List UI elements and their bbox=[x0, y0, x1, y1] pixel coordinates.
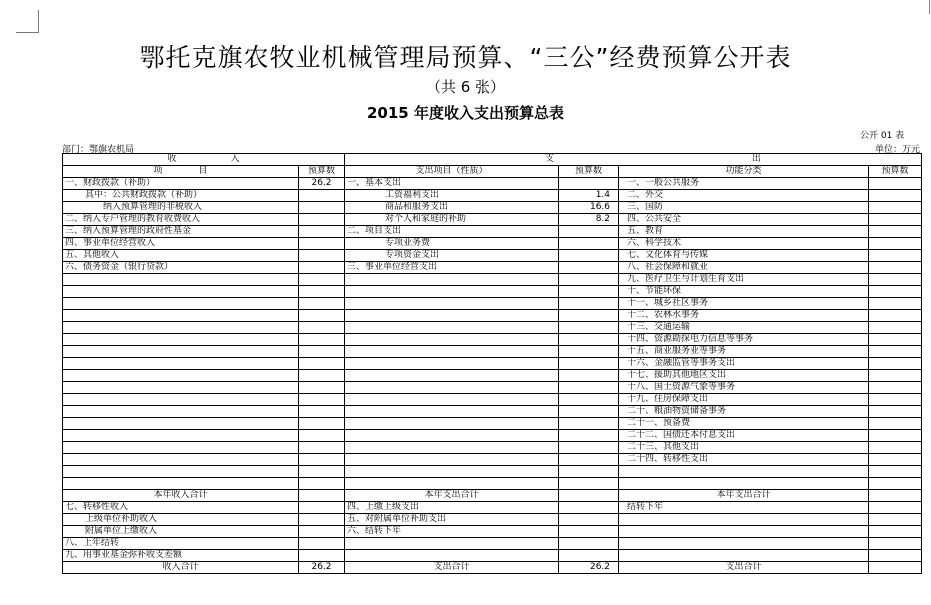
income-value-cell bbox=[299, 202, 345, 214]
income-value-cell bbox=[299, 382, 345, 394]
function-item-cell: 十二、农林水事务 bbox=[619, 310, 869, 322]
income-value-cell bbox=[299, 478, 345, 490]
transfer-income-cell: 上级单位补助收入 bbox=[63, 514, 299, 526]
transfer-expense-cell: 六、结转下年 bbox=[345, 526, 559, 538]
expense-value-cell bbox=[559, 274, 619, 286]
expense-item-cell bbox=[345, 442, 559, 454]
income-value-cell bbox=[299, 430, 345, 442]
expense-value-cell bbox=[559, 370, 619, 382]
expense-value-cell bbox=[559, 358, 619, 370]
transfer-row bbox=[63, 550, 922, 562]
function-item-cell: 十四、资源勘探电力信息等事务 bbox=[619, 334, 869, 346]
expense-year-total-label: 本年支出合计 bbox=[345, 490, 559, 502]
transfer-expense-value bbox=[559, 502, 619, 514]
income-value-cell bbox=[299, 274, 345, 286]
expense-value-cell bbox=[559, 382, 619, 394]
expense-item-cell: 商品和服务支出 bbox=[345, 202, 559, 214]
grand-total-row bbox=[63, 562, 922, 574]
transfer-income-cell: 九、用事业基金弥补收支差额 bbox=[63, 550, 299, 562]
expense-value-cell: 8.2 bbox=[559, 214, 619, 226]
table-row bbox=[63, 250, 922, 262]
budget-table bbox=[62, 153, 922, 574]
document-title: 鄂托克旗农牧业机械管理局预算、“三公”经费预算公开表 bbox=[139, 43, 792, 72]
income-value-cell bbox=[299, 418, 345, 430]
function-value-cell bbox=[869, 298, 922, 310]
expense-value-cell bbox=[559, 262, 619, 274]
income-item-cell bbox=[63, 310, 299, 322]
income-item-cell bbox=[63, 442, 299, 454]
income-value-cell bbox=[299, 370, 345, 382]
document-subtitle: （共 6 张） bbox=[425, 78, 506, 96]
expense-year-total-value bbox=[559, 490, 619, 502]
income-value-cell bbox=[299, 358, 345, 370]
transfer-expense-value bbox=[559, 550, 619, 562]
expense-value-cell bbox=[559, 238, 619, 250]
function-value-cell bbox=[869, 358, 922, 370]
function-value-cell bbox=[869, 442, 922, 454]
function-item-cell: 八、社会保障和就业 bbox=[619, 262, 869, 274]
transfer-function-cell bbox=[619, 526, 869, 538]
table-row bbox=[63, 262, 922, 274]
transfer-function-value bbox=[869, 514, 922, 526]
expense-item-cell: 对个人和家庭的补助 bbox=[345, 214, 559, 226]
income-item-cell bbox=[63, 334, 299, 346]
page-corner-mark bbox=[16, 10, 39, 33]
transfer-income-value bbox=[299, 526, 345, 538]
function-item-cell: 十六、金融监管等事务支出 bbox=[619, 358, 869, 370]
income-item-cell bbox=[63, 418, 299, 430]
income-value-cell bbox=[299, 334, 345, 346]
function-value-cell bbox=[869, 346, 922, 358]
income-item-cell bbox=[63, 454, 299, 466]
expense-item-cell bbox=[345, 394, 559, 406]
function-year-total-value bbox=[869, 490, 922, 502]
function-value-cell bbox=[869, 454, 922, 466]
function-item-cell: 十七、援助其他地区支出 bbox=[619, 370, 869, 382]
function-value-cell bbox=[869, 466, 922, 478]
expense-item-cell bbox=[345, 358, 559, 370]
expense-header-left: 支 bbox=[545, 154, 555, 164]
function-value-cell bbox=[869, 406, 922, 418]
function-value-cell bbox=[869, 274, 922, 286]
income-item-cell: 四、事业单位经营收入 bbox=[63, 238, 299, 250]
expense-value-cell: 16.6 bbox=[559, 202, 619, 214]
department-label: 部门：鄂旗农机局 bbox=[62, 145, 135, 155]
expense-total-label: 支出合计 bbox=[345, 562, 559, 574]
function-total-label: 支出合计 bbox=[619, 562, 869, 574]
expense-item-cell: 专项资金支出 bbox=[345, 250, 559, 262]
transfer-function-value bbox=[869, 502, 922, 514]
function-budget-header: 预算数 bbox=[869, 166, 922, 178]
function-item-cell: 二十三、其他支出 bbox=[619, 442, 869, 454]
transfer-income-value bbox=[299, 502, 345, 514]
income-item-cell bbox=[63, 286, 299, 298]
header-row-1 bbox=[63, 154, 922, 166]
table-row bbox=[63, 214, 922, 226]
expense-value-cell bbox=[559, 310, 619, 322]
expense-item-cell bbox=[345, 286, 559, 298]
income-item-cell: 其中：公共财政拨款（补助） bbox=[63, 190, 299, 202]
function-value-cell bbox=[869, 202, 922, 214]
function-item-cell: 十五、商业服务业等事务 bbox=[619, 346, 869, 358]
income-value-cell bbox=[299, 250, 345, 262]
table-row bbox=[63, 418, 922, 430]
function-value-cell bbox=[869, 190, 922, 202]
page-edge-mark bbox=[929, 0, 930, 14]
expense-item-cell bbox=[345, 298, 559, 310]
transfer-income-cell: 附属单位上缴收入 bbox=[63, 526, 299, 538]
expense-value-cell bbox=[559, 226, 619, 238]
transfer-function-cell bbox=[619, 514, 869, 526]
table-row bbox=[63, 358, 922, 370]
table-row bbox=[63, 238, 922, 250]
income-item-cell: 二、纳入专户管理的教育收费收入 bbox=[63, 214, 299, 226]
income-value-cell bbox=[299, 466, 345, 478]
table-row bbox=[63, 202, 922, 214]
function-item-cell: 三、国防 bbox=[619, 202, 869, 214]
table-title: 2015 年度收入支出预算总表 bbox=[367, 104, 564, 122]
function-item-cell: 四、公共安全 bbox=[619, 214, 869, 226]
table-row bbox=[63, 226, 922, 238]
income-value-cell: 26.2 bbox=[299, 178, 345, 190]
income-item-cell bbox=[63, 298, 299, 310]
income-item-cell bbox=[63, 406, 299, 418]
income-item-cell bbox=[63, 358, 299, 370]
income-value-cell bbox=[299, 190, 345, 202]
table-row bbox=[63, 430, 922, 442]
expense-item-cell bbox=[345, 466, 559, 478]
function-item-cell: 一、一般公共服务 bbox=[619, 178, 869, 190]
transfer-expense-value bbox=[559, 526, 619, 538]
function-item-cell: 二十二、国债还本付息支出 bbox=[619, 430, 869, 442]
expense-header bbox=[345, 154, 922, 166]
item-header: 项 目 bbox=[63, 166, 299, 178]
transfer-function-cell bbox=[619, 550, 869, 562]
transfer-expense-cell bbox=[345, 550, 559, 562]
transfer-function-value bbox=[869, 538, 922, 550]
table-row bbox=[63, 322, 922, 334]
expense-item-cell bbox=[345, 382, 559, 394]
expense-item-header: 支出项目（性质） bbox=[345, 166, 559, 178]
transfer-row bbox=[63, 526, 922, 538]
income-item-cell bbox=[63, 370, 299, 382]
function-year-total-label: 本年支出合计 bbox=[619, 490, 869, 502]
table-row bbox=[63, 298, 922, 310]
expense-value-cell bbox=[559, 178, 619, 190]
function-item-cell: 二、外交 bbox=[619, 190, 869, 202]
income-item-cell: 纳入预算管理的非税收入 bbox=[63, 202, 299, 214]
expense-value-cell bbox=[559, 478, 619, 490]
transfer-expense-cell: 五、对附属单位补助支出 bbox=[345, 514, 559, 526]
function-item-cell bbox=[619, 478, 869, 490]
function-value-cell bbox=[869, 382, 922, 394]
transfer-row bbox=[63, 502, 922, 514]
table-row bbox=[63, 466, 922, 478]
function-item-cell: 五、教育 bbox=[619, 226, 869, 238]
income-item-cell: 三、纳入预算管理的政府性基金 bbox=[63, 226, 299, 238]
function-item-cell: 二十一、预备费 bbox=[619, 418, 869, 430]
function-item-cell: 十三、交通运输 bbox=[619, 322, 869, 334]
function-value-cell bbox=[869, 394, 922, 406]
expense-item-cell bbox=[345, 430, 559, 442]
expense-item-cell bbox=[345, 346, 559, 358]
table-row bbox=[63, 370, 922, 382]
transfer-row bbox=[63, 538, 922, 550]
transfer-income-cell: 八、上年结转 bbox=[63, 538, 299, 550]
transfer-income-value bbox=[299, 538, 345, 550]
income-year-total-value bbox=[299, 490, 345, 502]
transfer-function-value bbox=[869, 526, 922, 538]
transfer-expense-cell bbox=[345, 538, 559, 550]
transfer-income-value bbox=[299, 514, 345, 526]
expense-budget-header: 预算数 bbox=[559, 166, 619, 178]
transfer-function-cell: 结转下年 bbox=[619, 502, 869, 514]
income-value-cell bbox=[299, 442, 345, 454]
function-value-cell bbox=[869, 418, 922, 430]
expense-item-cell bbox=[345, 274, 559, 286]
income-item-cell bbox=[63, 478, 299, 490]
transfer-function-value bbox=[869, 550, 922, 562]
function-item-cell: 十九、住房保障支出 bbox=[619, 394, 869, 406]
expense-value-cell bbox=[559, 406, 619, 418]
function-value-cell bbox=[869, 430, 922, 442]
transfer-function-cell bbox=[619, 538, 869, 550]
expense-item-cell: 专项业务费 bbox=[345, 238, 559, 250]
table-row bbox=[63, 346, 922, 358]
expense-item-cell: 三、事业单位经营支出 bbox=[345, 262, 559, 274]
expense-total-value: 26.2 bbox=[559, 562, 619, 574]
expense-item-cell bbox=[345, 370, 559, 382]
income-value-cell bbox=[299, 262, 345, 274]
income-item-cell bbox=[63, 430, 299, 442]
transfer-expense-value bbox=[559, 514, 619, 526]
function-item-cell bbox=[619, 466, 869, 478]
expense-value-cell bbox=[559, 442, 619, 454]
table-row bbox=[63, 382, 922, 394]
function-total-value bbox=[869, 562, 922, 574]
expense-item-cell bbox=[345, 478, 559, 490]
income-item-cell: 一、财政拨款（补助） bbox=[63, 178, 299, 190]
function-value-cell bbox=[869, 370, 922, 382]
income-item-cell bbox=[63, 322, 299, 334]
function-item-cell: 二十、粮油物资储备事务 bbox=[619, 406, 869, 418]
transfer-expense-cell: 四、上缴上级支出 bbox=[345, 502, 559, 514]
expense-item-cell bbox=[345, 406, 559, 418]
income-value-cell bbox=[299, 406, 345, 418]
function-class-header: 功能分类 bbox=[619, 166, 869, 178]
income-value-cell bbox=[299, 214, 345, 226]
expense-value-cell bbox=[559, 322, 619, 334]
income-total-value: 26.2 bbox=[299, 562, 345, 574]
expense-value-cell bbox=[559, 394, 619, 406]
function-value-cell bbox=[869, 214, 922, 226]
transfer-income-cell: 七、转移性收入 bbox=[63, 502, 299, 514]
table-row bbox=[63, 190, 922, 202]
transfer-row bbox=[63, 514, 922, 526]
income-value-cell bbox=[299, 310, 345, 322]
function-item-cell: 六、科学技术 bbox=[619, 238, 869, 250]
income-value-cell bbox=[299, 394, 345, 406]
income-value-cell bbox=[299, 226, 345, 238]
income-value-cell bbox=[299, 298, 345, 310]
function-value-cell bbox=[869, 286, 922, 298]
function-value-cell bbox=[869, 478, 922, 490]
expense-item-cell: 工资福利支出 bbox=[345, 190, 559, 202]
function-item-cell: 十八、国土资源气象等事务 bbox=[619, 382, 869, 394]
income-item-cell bbox=[63, 346, 299, 358]
income-value-cell bbox=[299, 238, 345, 250]
income-item-cell bbox=[63, 382, 299, 394]
function-value-cell bbox=[869, 310, 922, 322]
function-value-cell bbox=[869, 178, 922, 190]
expense-value-cell bbox=[559, 454, 619, 466]
function-item-cell: 十一、城乡社区事务 bbox=[619, 298, 869, 310]
function-value-cell bbox=[869, 250, 922, 262]
table-row bbox=[63, 406, 922, 418]
expense-item-cell: 一、基本支出 bbox=[345, 178, 559, 190]
function-value-cell bbox=[869, 226, 922, 238]
table-row bbox=[63, 310, 922, 322]
function-value-cell bbox=[869, 238, 922, 250]
table-row bbox=[63, 394, 922, 406]
header-row-2 bbox=[63, 166, 922, 178]
expense-value-cell bbox=[559, 418, 619, 430]
expense-item-cell: 二、项目支出 bbox=[345, 226, 559, 238]
expense-value-cell bbox=[559, 346, 619, 358]
budget-header: 预算数 bbox=[299, 166, 345, 178]
income-value-cell bbox=[299, 322, 345, 334]
table-row bbox=[63, 442, 922, 454]
expense-value-cell: 1.4 bbox=[559, 190, 619, 202]
income-value-cell bbox=[299, 346, 345, 358]
income-item-cell bbox=[63, 394, 299, 406]
expense-value-cell bbox=[559, 286, 619, 298]
expense-value-cell bbox=[559, 466, 619, 478]
income-total-label: 收入合计 bbox=[63, 562, 299, 574]
expense-item-cell bbox=[345, 418, 559, 430]
expense-item-cell bbox=[345, 334, 559, 346]
expense-value-cell bbox=[559, 334, 619, 346]
function-value-cell bbox=[869, 322, 922, 334]
function-value-cell bbox=[869, 334, 922, 346]
expense-value-cell bbox=[559, 250, 619, 262]
expense-value-cell bbox=[559, 430, 619, 442]
function-item-cell: 七、文化体育与传媒 bbox=[619, 250, 869, 262]
income-value-cell bbox=[299, 454, 345, 466]
income-item-cell bbox=[63, 466, 299, 478]
function-item-cell: 九、医疗卫生与计划生育支出 bbox=[619, 274, 869, 286]
function-item-cell: 十、节能环保 bbox=[619, 286, 869, 298]
expense-header-right: 出 bbox=[751, 154, 761, 164]
function-value-cell bbox=[869, 262, 922, 274]
table-row bbox=[63, 286, 922, 298]
expense-item-cell bbox=[345, 454, 559, 466]
income-item-cell: 五、其他收入 bbox=[63, 250, 299, 262]
table-row bbox=[63, 274, 922, 286]
transfer-income-value bbox=[299, 550, 345, 562]
transfer-expense-value bbox=[559, 538, 619, 550]
expense-value-cell bbox=[559, 298, 619, 310]
income-year-total-label: 本年收入合计 bbox=[63, 490, 299, 502]
table-number: 公开 01 表 bbox=[860, 131, 905, 141]
expense-item-cell bbox=[345, 310, 559, 322]
table-row bbox=[63, 454, 922, 466]
year-total-row bbox=[63, 490, 922, 502]
income-item-cell bbox=[63, 274, 299, 286]
income-value-cell bbox=[299, 286, 345, 298]
expense-item-cell bbox=[345, 322, 559, 334]
table-row bbox=[63, 334, 922, 346]
income-item-cell: 六、债务资金（银行贷款） bbox=[63, 262, 299, 274]
unit-label: 单位：万元 bbox=[875, 145, 921, 155]
table-row bbox=[63, 478, 922, 490]
table-row bbox=[63, 178, 922, 190]
function-item-cell: 二十四、转移性支出 bbox=[619, 454, 869, 466]
income-header: 收 入 bbox=[63, 154, 345, 166]
